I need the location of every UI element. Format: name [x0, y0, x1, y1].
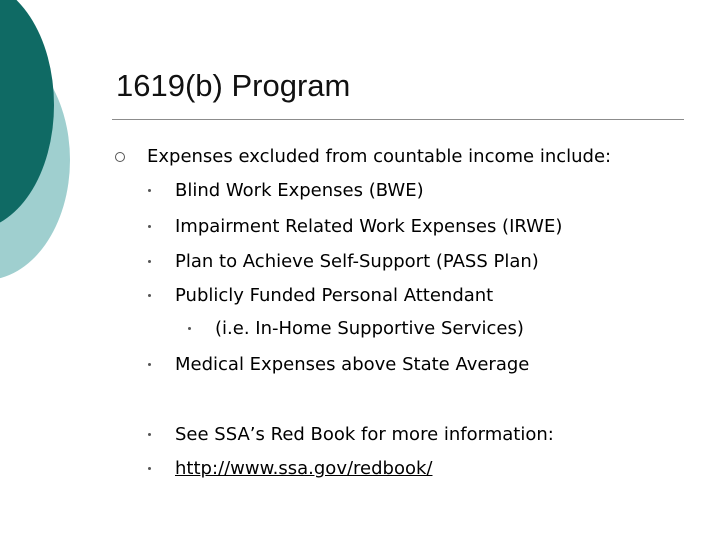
- slide-title: 1619(b) Program: [116, 68, 351, 103]
- list-item-text: Impairment Related Work Expenses (IRWE): [175, 216, 563, 237]
- list-item-text: See SSA’s Red Book for more information:: [175, 424, 554, 445]
- list-item: [146, 458, 432, 479]
- sub-list-item: [186, 318, 524, 339]
- list-item: [146, 354, 529, 375]
- list-item: [146, 251, 539, 272]
- sub-list-item-text: (i.e. In-Home Supportive Services): [215, 318, 524, 339]
- ring-bullet-icon: [115, 152, 125, 162]
- list-item-text: Plan to Achieve Self-Support (PASS Plan): [175, 251, 539, 272]
- dot-bullet-icon: [188, 327, 191, 330]
- dot-bullet-icon: [148, 467, 151, 470]
- dot-bullet-icon: [148, 225, 151, 228]
- dot-bullet-icon: [148, 294, 151, 297]
- list-item: [146, 285, 493, 306]
- list-item: [146, 180, 424, 201]
- dot-bullet-icon: [148, 363, 151, 366]
- list-item-text: Blind Work Expenses (BWE): [175, 180, 424, 201]
- list-item-text: Publicly Funded Personal Attendant: [175, 285, 494, 306]
- redbook-link[interactable]: http://www.ssa.gov/redbook/: [175, 458, 433, 479]
- dot-bullet-icon: [148, 433, 151, 436]
- dot-bullet-icon: [148, 260, 151, 263]
- list-item: [146, 424, 554, 445]
- dot-bullet-icon: [148, 189, 151, 192]
- intro-text: Expenses excluded from countable income include:: [147, 146, 612, 167]
- intro-bullet: [112, 146, 611, 167]
- list-item-text: Medical Expenses above State Average: [175, 354, 530, 375]
- title-divider: [112, 119, 684, 120]
- list-item: [146, 216, 562, 237]
